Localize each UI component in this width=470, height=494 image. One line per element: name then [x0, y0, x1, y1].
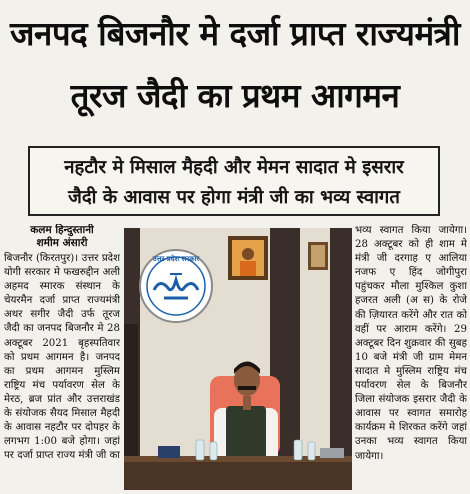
- headline-line-2: तूरज जैदी का प्रथम आगमन: [70, 76, 400, 115]
- desk-folder: [158, 446, 180, 458]
- water-bottle: [196, 440, 204, 460]
- emblem-text: उत्तर प्रदेश सरकार: [152, 255, 200, 263]
- up-government-emblem: [140, 250, 212, 322]
- article-left-column: [4, 224, 120, 492]
- water-bottle: [308, 442, 315, 460]
- headline: [0, 0, 470, 132]
- subheadline-line-1: नहटौर मे मिसाल मैहदी और मेमन सादात मे इसरार: [64, 157, 404, 178]
- desk: [124, 460, 352, 490]
- subheadline-line-2: जैदी के आवास पर होगा मंत्री जी का भव्य स्वागत: [68, 187, 400, 208]
- article-right-column: भव्य स्वागत किया जायेगा। 28 अक्टूबर को ही शाम मे मंत्री जी दरगाह ए आलिया नजफ ए हिंद जोगीपुरा पहुंचकर मौला मुश्किल कुशा हजरत अली (अ स) के रोजे की ज़ियारत करेंगे और रात को वहीं पर आराम करेंगे। 29 अक्टूबर दिन शुक्रवार की सुबह 10 बजे मंत्री जी ग्राम मेमन सादात मे मुस्लिम राष्ट्रिय मंच पर्यावरण सेल के बिजनौर जिला संयोजक इसरार जैदी के आवास पर स्वागत समारोह कार्यक्रम मे शिरकत करेंगे जहां उनका भव्य स्वागत किया जायेगा।: [355, 225, 467, 462]
- article-left-text: बिजनौर (किरतपुर)। उत्तर प्रदेश योगी सरकार मे फखरुद्दीन अली अहमद स्मारक संस्थान के चेयरमैन दर्जा प्राप्त राज्यमंत्री अथर सगीर जैदी उर्फ तूरज जैदी का जनपद बिजनौर मे 28 अक्टूबर 2021 बृहस्पतिवार को प्रथम आगमन है। जनपद का प्रथम आगमन मुस्लिम राष्ट्रिय मंच पर्यावरण सेल के मेरठ, ब्रज प्रांत और उत्तराखंड के संयोजक सैयद मिसाल मैहदी के आवास नहटौर पर दोपहर के लगभग 1:00 बजे होगा। जहां पर दर्जा प्राप्त राज्य मंत्री जी का: [4, 253, 120, 462]
- desk-phone: [320, 448, 344, 458]
- headline-line-1: जनपद बिजनौर मे दर्जा प्राप्त राज्यमंत्री: [10, 14, 460, 53]
- office-scene-illustration: [124, 228, 352, 490]
- water-bottle: [294, 440, 302, 460]
- news-photo: [124, 228, 352, 490]
- byline-reporter: शमीम अंसारी: [36, 237, 88, 249]
- subheadline-box: [28, 146, 440, 216]
- byline-publication: कलम हिन्दुस्तानी: [30, 224, 94, 236]
- water-bottle: [210, 442, 217, 460]
